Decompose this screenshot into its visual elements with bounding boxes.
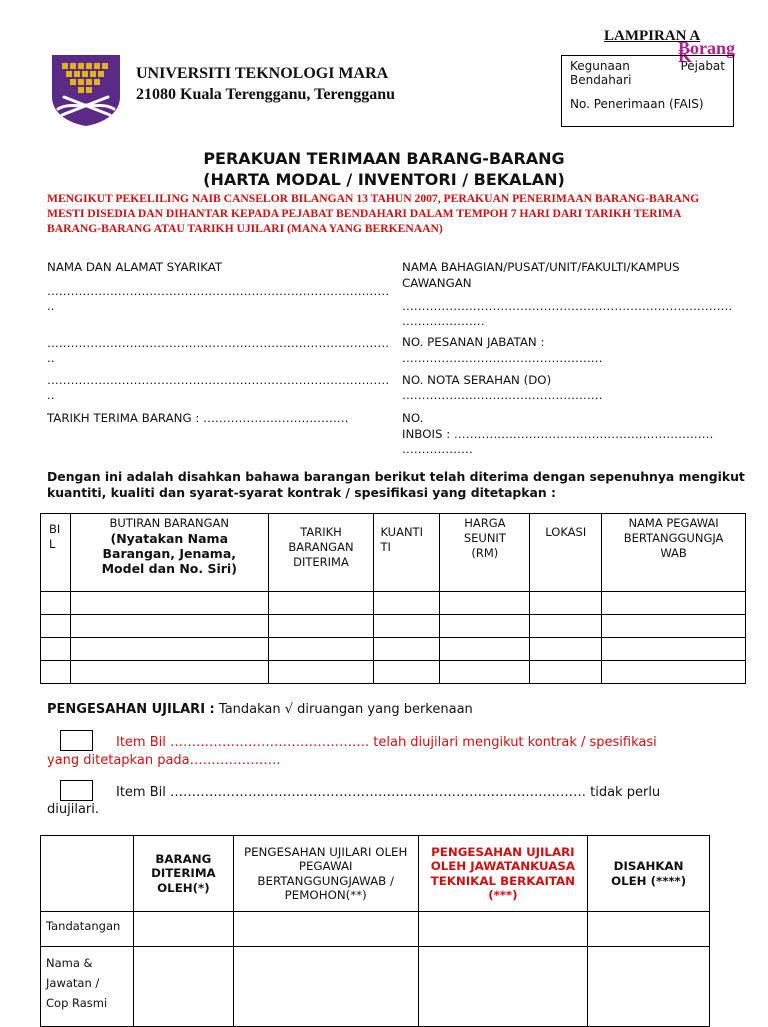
confirmation-statement: Dengan ini adalah disahkan bahawa barangan berikut telah diterima dengan sepenuhnya mengikut kuantiti, kualiti dan syarat-syarat kontrak / spesifikasi yang ditetapkan :: [47, 469, 745, 500]
col-harga: HARGA SEUNIT (RM): [440, 514, 530, 592]
delivery-order-label: NO. NOTA SERAHAN (DO): [402, 373, 552, 387]
invoice-tail: ………………: [402, 442, 473, 456]
company-line-2[interactable]: ……………………………………………………………………………: [47, 336, 390, 350]
name-cell[interactable]: [133, 947, 233, 1027]
col-kuantiti: KUANTI TI: [374, 514, 440, 592]
division-label: NAMA BAHAGIAN/PUSAT/UNIT/FAKULTI/KAMPUS CAWANGAN: [402, 260, 680, 290]
name-row-label-3: Cop Rasmi: [46, 996, 108, 1010]
not-tested-line: Item Bil …………………………………………………………………………………… tidak perlu: [116, 785, 661, 800]
signature-cell[interactable]: [588, 912, 710, 947]
form-code-overlap: Borang K: [678, 38, 736, 66]
company-line-1-tail: ..: [47, 299, 55, 313]
col-approved-by: DISAHKAN OLEH (****): [588, 836, 710, 912]
not-tested-checkbox[interactable]: [60, 780, 93, 801]
table-row[interactable]: [41, 661, 746, 684]
table-row[interactable]: [41, 592, 746, 615]
office-use-label-line2: Bendahari: [570, 73, 632, 87]
name-row: [41, 947, 710, 1027]
name-row-label-1: Nama &: [46, 956, 93, 970]
ujilari-section: [47, 702, 473, 717]
col-butiran-title: BUTIRAN BARANGAN: [109, 516, 230, 530]
receipt-number-label: No. Penerimaan (FAIS): [570, 97, 704, 111]
circular-notice: MENGIKUT PEKELILING NAIB CANSELOR BILANGAN 13 TAHUN 2007, PERAKUAN PENERIMAAN BARANG-BARANG MESTI DISEDIA DAN DIHANTAR KEPADA PEJABAT BENDAHARI DALAM TEMPOH 7 HARI DARI TARIKH TERIMA BARANG-BARANG ATAU TARIKH UJILARI (MANA YANG BERKENAAN): [47, 192, 700, 235]
university-name: UNIVERSITI TEKNOLOGI MARA: [136, 65, 389, 82]
invoice-dots: …………………………………………………………: [453, 427, 714, 441]
invoice-label: INBOIS :: [402, 427, 451, 441]
receive-date-dots: ……………………………….: [203, 411, 349, 425]
name-row-label-2: Jawatan /: [46, 976, 100, 990]
col-received-by: BARANG DITERIMA OLEH(*): [133, 836, 233, 912]
items-header-row: [41, 514, 746, 592]
not-tested-line-cont: diujilari.: [47, 802, 99, 817]
col-pegawai: NAMA PEGAWAI BERTANGGUNGJA WAB: [602, 514, 746, 592]
form-subtitle: (HARTA MODAL / INVENTORI / BEKALAN): [203, 170, 565, 189]
company-line-1[interactable]: ……………………………………………………………………………: [47, 284, 390, 298]
order-number-field[interactable]: ……………………………………………: [402, 351, 603, 365]
ujilari-instruction: Tandakan √ diruangan yang berkenaan: [218, 702, 473, 717]
division-line-tail: …………………: [402, 314, 485, 328]
name-cell[interactable]: [588, 947, 710, 1027]
signature-row: [41, 912, 710, 947]
office-use-box: [561, 55, 734, 127]
company-line-3[interactable]: ……………………………………………………………………………: [47, 373, 390, 387]
office-use-label-right: Pejabat: [680, 59, 725, 73]
name-row-label: [41, 947, 134, 1027]
tested-line: Item Bil ………………………………………. telah diujilari mengikut kontrak / spesifikasi: [116, 735, 657, 750]
items-table: [40, 513, 746, 684]
col-butiran: [70, 514, 268, 592]
division-line[interactable]: …………………………………………………………………………: [402, 299, 733, 313]
form-title: PERAKUAN TERIMAAN BARANG-BARANG: [203, 149, 565, 168]
col-officer: PENGESAHAN UJILARI OLEH PEGAWAI BERTANGGUNGJAWAB / PEMOHON(**): [233, 836, 418, 912]
signature-cell[interactable]: [133, 912, 233, 947]
tested-line-cont: yang ditetapkan pada…………………: [47, 753, 281, 768]
tested-checkbox[interactable]: [60, 730, 93, 751]
name-cell[interactable]: [418, 947, 588, 1027]
table-row[interactable]: [41, 638, 746, 661]
receive-date-field[interactable]: [47, 410, 348, 426]
order-number-label: NO. PESANAN JABATAN :: [402, 335, 545, 349]
invoice-label-no: NO.: [402, 411, 424, 425]
university-address: 21080 Kuala Terengganu, Terengganu: [136, 86, 396, 103]
lampiran-label: LAMPIRAN A: [604, 28, 701, 44]
signature-row-label: Tandatangan: [41, 912, 134, 947]
receive-date-label: TARIKH TERIMA BARANG :: [47, 411, 200, 425]
table-row[interactable]: [41, 615, 746, 638]
signature-cell[interactable]: [233, 912, 418, 947]
name-cell[interactable]: [233, 947, 418, 1027]
signature-table: [40, 835, 710, 1027]
col-lokasi: LOKASI: [530, 514, 602, 592]
company-line-3-tail: ..: [47, 388, 55, 402]
signature-cell[interactable]: [418, 912, 588, 947]
company-label: NAMA DAN ALAMAT SYARIKAT: [47, 260, 223, 274]
signature-header-row: [41, 836, 710, 912]
delivery-order-field[interactable]: ……………………………………………: [402, 388, 603, 402]
col-tarikh: TARIKH BARANGAN DITERIMA: [268, 514, 374, 592]
col-committee: PENGESAHAN UJILARI OLEH JAWATANKUASA TEKNIKAL BERKAITAN (***): [418, 836, 588, 912]
invoice-field[interactable]: [402, 426, 713, 442]
ujilari-label: PENGESAHAN UJILARI :: [47, 702, 215, 717]
col-butiran-note: (Nyatakan Nama Barangan, Jenama, Model dan No. Siri): [101, 531, 237, 576]
col-empty: [41, 836, 134, 912]
col-bil: BI L: [41, 514, 71, 592]
company-line-2-tail: ..: [47, 351, 55, 365]
uitm-logo-icon: [48, 53, 124, 127]
office-use-label-left: Kegunaan: [570, 59, 630, 73]
